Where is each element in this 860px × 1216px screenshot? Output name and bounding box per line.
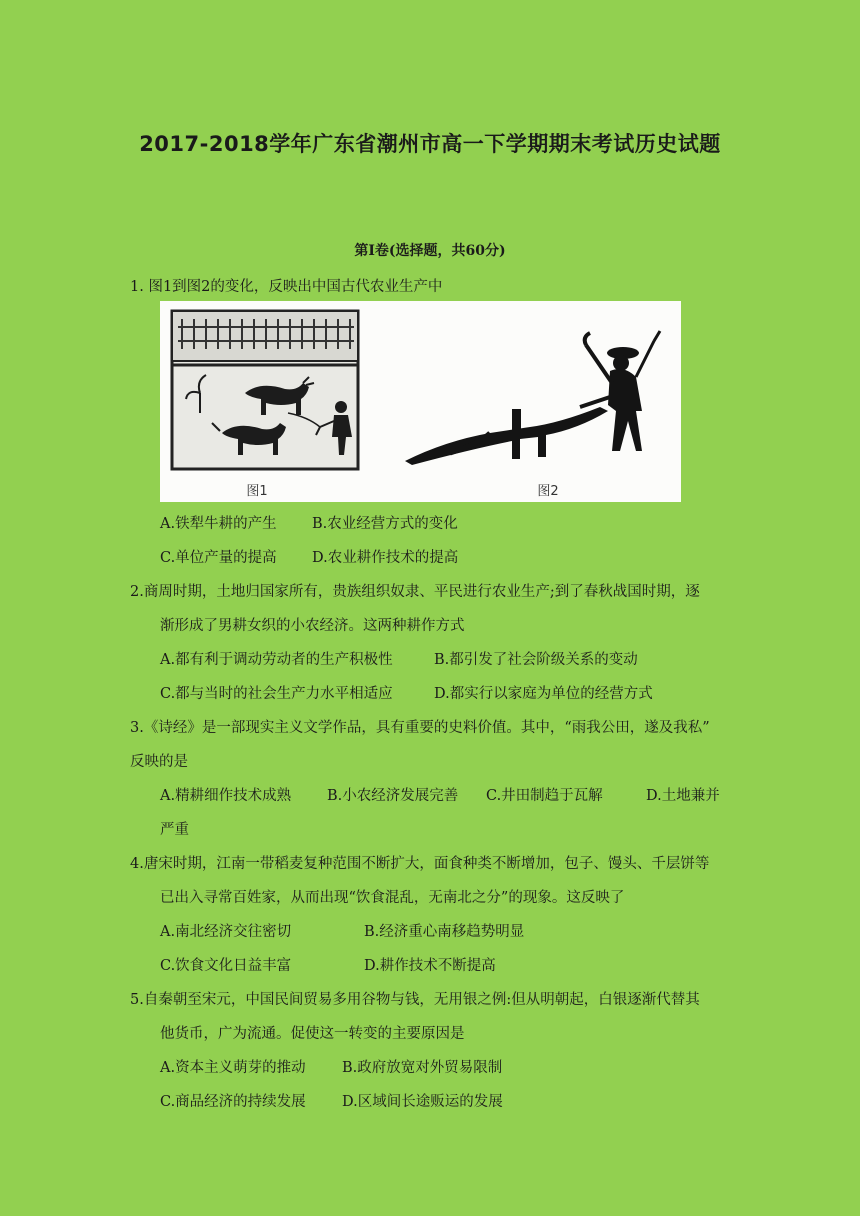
question-4-stem-line-2: 已出入寻常百姓家，从而出现“饮食混乱，无南北之分”的现象。这反映了 <box>160 890 625 906</box>
question-2-stem-line-2: 渐形成了男耕女织的小农经济。这两种耕作方式 <box>160 618 465 634</box>
q4-option-a[interactable]: A.南北经济交往密切 <box>160 924 292 940</box>
q5-option-c[interactable]: C.商品经济的持续发展 <box>160 1094 306 1110</box>
q1-option-c[interactable]: C.单位产量的提高 <box>160 550 277 566</box>
q3-option-d-continued: 严重 <box>160 822 189 838</box>
q4-option-d[interactable]: D.耕作技术不断提高 <box>364 958 496 974</box>
question-3-stem-line-1: 3.《诗经》是一部现实主义文学作品，具有重要的史料价值。其中，“雨我公田，遂及我私” <box>130 720 710 736</box>
question-5-stem-line-1: 5.自秦朝至宋元，中国民间贸易多用谷物与钱，无用银之例:但从明朝起，白银逐渐代替其 <box>130 992 700 1008</box>
q3-option-d[interactable]: D.土地兼并 <box>646 788 720 804</box>
q5-option-a[interactable]: A.资本主义萌芽的推动 <box>160 1060 306 1076</box>
figure-2-caption: 图2 <box>537 484 559 499</box>
section-heading: 第Ⅰ卷(选择题，共60分) <box>354 243 506 259</box>
figure-2-curved-plough-farmer <box>405 331 660 499</box>
question-4-stem-line-1: 4.唐宋时期，江南一带稻麦复种范围不断扩大，面食种类不断增加，包子、馒头、千层饼等 <box>130 856 710 872</box>
q4-option-b[interactable]: B.经济重心南移趋势明显 <box>364 924 525 940</box>
q5-option-b[interactable]: B.政府放宽对外贸易限制 <box>342 1060 503 1076</box>
q1-option-a[interactable]: A.铁犁牛耕的产生 <box>160 516 277 532</box>
q2-option-b[interactable]: B.都引发了社会阶级关系的变动 <box>434 652 638 668</box>
q2-option-c[interactable]: C.都与当时的社会生产力水平相适应 <box>160 686 393 702</box>
figure-1-caption: 图1 <box>246 484 268 499</box>
figure-1-ox-plough-mural <box>172 311 358 499</box>
q5-option-d[interactable]: D.区域间长途贩运的发展 <box>342 1094 503 1110</box>
question-2-stem-line-1: 2.商周时期，土地归国家所有，贵族组织奴隶、平民进行农业生产;到了春秋战国时期，逐 <box>130 584 700 600</box>
q1-option-d[interactable]: D.农业耕作技术的提高 <box>312 550 459 566</box>
q4-option-c[interactable]: C.饮食文化日益丰富 <box>160 958 292 974</box>
question-1-stem: 1. 图1到图2的变化，反映出中国古代农业生产中 <box>130 279 443 295</box>
question-5-stem-line-2: 他货币，广为流通。促使这一转变的主要原因是 <box>160 1026 465 1042</box>
q2-option-d[interactable]: D.都实行以家庭为单位的经营方式 <box>434 686 653 702</box>
question-3-stem-line-2: 反映的是 <box>130 754 188 770</box>
q1-option-b[interactable]: B.农业经营方式的变化 <box>312 516 458 532</box>
q3-option-b[interactable]: B.小农经济发展完善 <box>327 788 459 804</box>
q3-option-a[interactable]: A.精耕细作技术成熟 <box>160 788 292 804</box>
question-1-figure <box>160 301 681 502</box>
q2-option-a[interactable]: A.都有利于调动劳动者的生产积极性 <box>160 652 393 668</box>
q3-option-c[interactable]: C.井田制趋于瓦解 <box>486 788 603 804</box>
exam-title: 2017-2018学年广东省潮州市高一下学期期末考试历史试题 <box>139 132 721 156</box>
